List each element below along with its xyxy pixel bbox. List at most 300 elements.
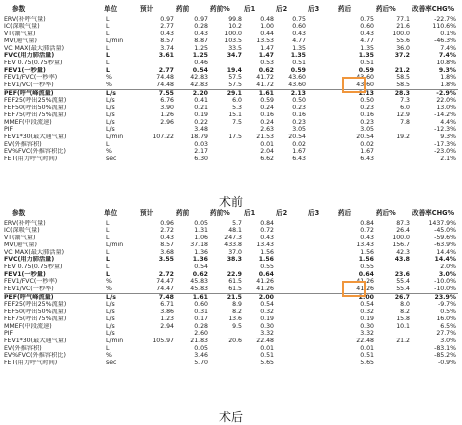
cell-pre-drug: 0.19 (194, 111, 208, 119)
cell-trial-1: 5.65 (260, 359, 274, 367)
cell-trial-3 (308, 242, 338, 249)
pre-op-caption: 术前 (218, 195, 243, 209)
cell-trial-3 (308, 45, 338, 52)
cell-predicted (140, 345, 176, 352)
cell-pre-drug: 3.46 (194, 352, 208, 359)
cell-trial-1: 2.04 (260, 148, 274, 155)
cell-trial-2: 4.77 (292, 37, 306, 45)
cell-trial-3 (308, 52, 338, 59)
table-row (4, 126, 458, 133)
table-row (4, 220, 458, 227)
cell-pre-drug: 0.05 (194, 220, 208, 227)
cell-unit: sec (106, 155, 117, 163)
cell-predicted: 2.77 (158, 67, 174, 74)
cell-trial-1: 13.53 (256, 37, 274, 45)
cell-trial-2 (276, 286, 308, 294)
cell-change-pct: -10.0% (434, 278, 456, 285)
cell-pre-drug: 1.25 (194, 45, 208, 52)
cell-pre-drug: 0.17 (194, 315, 208, 323)
cell-post-drug: 13.43 (356, 241, 374, 249)
cell-post-drug: 1.35 (360, 45, 374, 52)
cell-pre-drug-pct: 57.5 (228, 81, 242, 89)
cell-param: FET(用力呼气时间) (4, 155, 58, 163)
cell-post-drug: 2.00 (338, 293, 376, 301)
cell-pre-drug-pct (210, 264, 244, 271)
cell-post-drug-pct (376, 148, 412, 155)
cell-trial-1: 0.51 (260, 352, 274, 359)
cell-predicted: 107.22 (152, 133, 174, 141)
cell-change-pct: -23.0% (434, 148, 456, 155)
cell-trial-2 (276, 271, 308, 278)
cell-pre-drug-pct: 103.5 (224, 37, 242, 45)
cell-param: FEF75(呼出75%流量) (4, 111, 67, 119)
cell-trial-3 (308, 309, 338, 316)
cell-param: EV%FVC(外推容积比) (4, 352, 66, 359)
cell-trial-2 (276, 345, 308, 352)
cell-unit: % (106, 148, 112, 155)
cell-trial-3 (308, 112, 338, 119)
cell-pre-drug: 8.87 (194, 37, 208, 45)
cell-trial-3 (308, 141, 338, 148)
cell-param: EV%FVC(外推容积比) (4, 148, 66, 155)
cell-trial-3 (308, 148, 338, 155)
cell-pre-drug-pct: 247.3 (224, 234, 242, 242)
cell-trial-1: 2.63 (260, 126, 274, 133)
cell-trial-2: 1.35 (292, 45, 306, 52)
cell-change-pct: -2.9% (412, 89, 458, 97)
header-post-drug-pct: 药后% (376, 208, 396, 217)
table-row (4, 67, 458, 74)
cell-trial-3 (308, 38, 338, 45)
cell-trial-1: 41.72 (256, 74, 274, 81)
cell-trial-3 (308, 293, 338, 301)
cell-trial-2: 0.43 (292, 30, 306, 38)
cell-post-drug: 0.51 (360, 59, 374, 67)
cell-change-pct: 9.3% (440, 133, 456, 141)
cell-pre-drug: 0.46 (194, 59, 208, 67)
cell-post-drug: 0.43 (360, 234, 374, 242)
cell-param: VT(潮气量) (4, 30, 36, 38)
cell-param: VT(潮气量) (4, 234, 36, 242)
cell-pre-drug: 0.03 (194, 141, 208, 148)
cell-trial-3 (308, 352, 338, 359)
cell-change-pct: 7.4% (438, 52, 456, 60)
cell-post-drug: 1.56 (358, 256, 374, 264)
cell-trial-3 (308, 134, 338, 141)
cell-param: FEF50(呼出50%流量) (4, 104, 67, 112)
cell-unit: % (106, 74, 112, 81)
cell-post-drug-pct: 6.0 (400, 104, 410, 112)
cell-unit: % (106, 81, 112, 89)
cell-trial-3 (308, 220, 338, 227)
cell-trial-1: 0.48 (260, 16, 274, 23)
cell-post-drug: 0.23 (360, 104, 374, 112)
header-pre-drug-pct: 药前% (210, 208, 230, 217)
header-predicted: 预计 (140, 4, 154, 13)
cell-param: FEV1/FVC(一秒率) (4, 74, 58, 81)
cell-post-drug-pct: 77.1 (396, 16, 410, 23)
table-row (4, 38, 458, 45)
cell-trial-1: 0.54 (260, 301, 274, 308)
cell-unit: L (106, 220, 110, 227)
cell-pre-drug-pct: 33.5 (228, 45, 242, 52)
cell-trial-2 (276, 330, 308, 337)
cell-predicted (140, 352, 176, 359)
cell-trial-1: 41.26 (256, 285, 274, 293)
header-trial-2: 后2 (276, 208, 288, 217)
cell-predicted: 2.72 (158, 271, 174, 278)
cell-pre-drug: 5.70 (194, 359, 208, 367)
cell-pre-drug-pct: 6.0 (232, 97, 242, 104)
cell-trial-3 (308, 227, 338, 234)
cell-post-drug-pct (376, 352, 412, 359)
cell-post-drug: 0.23 (360, 119, 374, 126)
cell-unit: L (106, 45, 110, 52)
cell-change-pct: -63.9% (434, 241, 456, 249)
cell-pre-drug: 0.97 (194, 16, 208, 23)
cell-change-pct: -46.3% (434, 37, 456, 45)
cell-trial-1: 0.01 (260, 141, 274, 148)
table-row (4, 301, 458, 308)
cell-unit: L (106, 30, 110, 38)
cell-change-pct: -0.9% (438, 359, 456, 367)
cell-predicted: 3.86 (160, 308, 174, 316)
cell-change-pct: 2.1% (440, 155, 456, 163)
cell-post-drug-pct: 36.0 (396, 45, 410, 52)
cell-post-drug: 0.84 (360, 220, 374, 227)
cell-trial-1: 0.84 (260, 220, 274, 227)
cell-pre-drug-pct: 99.8 (228, 16, 242, 23)
cell-unit: L (106, 263, 110, 271)
cell-trial-2 (276, 323, 308, 330)
cell-param: FEV1/VC(一秒率) (4, 81, 54, 89)
table-row (4, 148, 458, 155)
header-pre-drug: 药前 (176, 4, 190, 13)
cell-post-drug-pct (376, 345, 412, 352)
cell-trial-2: 0.60 (292, 23, 306, 30)
cell-pre-drug: 18.79 (190, 133, 208, 141)
cell-param: PIF (4, 126, 14, 133)
cell-param: FET(用力呼气时间) (4, 359, 58, 367)
cell-post-drug-pct: 156.7 (392, 241, 410, 249)
cell-trial-1: 1.00 (260, 23, 274, 30)
cell-pre-drug-pct: 10.2 (228, 23, 242, 30)
cell-pre-drug-pct: 8.2 (232, 308, 242, 316)
cell-unit: L (106, 23, 110, 30)
cell-trial-3 (308, 31, 338, 38)
cell-change-pct: 27.7% (436, 330, 456, 337)
cell-unit: L (106, 141, 110, 148)
cell-trial-1: 0.44 (260, 30, 274, 38)
cell-pre-drug-pct: 34.7 (226, 52, 242, 60)
cell-trial-2: 1.35 (290, 52, 306, 60)
cell-pre-drug-pct: 61.5 (228, 285, 242, 293)
cell-unit: L/min (106, 37, 124, 45)
cell-post-drug-pct: 43.8 (394, 256, 410, 264)
cell-predicted: 0.96 (160, 220, 174, 227)
cell-trial-1: 0.55 (260, 263, 274, 271)
cell-param: PIF (4, 330, 14, 337)
cell-pre-drug: 0.31 (194, 308, 208, 316)
cell-change-pct: 4.4% (440, 119, 456, 126)
cell-post-drug: 0.54 (360, 301, 374, 308)
cell-trial-3 (308, 82, 338, 90)
cell-pre-drug: 42.83 (190, 74, 208, 81)
cell-pre-drug: 0.62 (192, 271, 208, 278)
cell-unit: L/s (106, 301, 115, 308)
fev1-highlight-box-post (342, 281, 366, 297)
cell-predicted: 74.48 (156, 74, 174, 81)
cell-trial-2 (276, 235, 308, 242)
cell-unit: L (106, 16, 110, 23)
cell-change-pct: 7.4% (440, 45, 456, 52)
cell-param: FEV1*30(最大通气量) (4, 133, 67, 141)
cell-trial-3 (308, 323, 338, 330)
table-row (4, 271, 458, 278)
cell-post-drug: 0.02 (360, 141, 374, 148)
cell-change-pct: 22.0% (436, 97, 456, 104)
cell-param: FEF75(呼出75%流量) (4, 315, 67, 323)
cell-trial-3 (308, 316, 338, 323)
cell-trial-1: 1.61 (244, 89, 276, 97)
cell-pre-drug-pct (210, 330, 244, 337)
cell-post-drug: 2.13 (338, 89, 376, 97)
table-row (4, 352, 458, 359)
cell-pre-drug: 0.22 (194, 119, 208, 126)
cell-param: FVC(用力肺活量) (4, 52, 55, 60)
cell-trial-2 (276, 264, 308, 271)
post-op-spirometry-table (4, 206, 458, 367)
cell-change-pct: 2.0% (440, 263, 456, 271)
cell-pre-drug: 1.06 (194, 234, 208, 242)
cell-trial-1: 0.62 (258, 67, 274, 74)
cell-post-drug-pct: 8.2 (400, 308, 410, 316)
cell-post-drug: 0.19 (360, 315, 374, 323)
cell-param: MMEF(中段流速) (4, 119, 52, 126)
cell-post-drug-pct (376, 156, 412, 163)
cell-predicted (140, 330, 176, 337)
cell-trial-1: 0.43 (260, 234, 274, 242)
cell-trial-3 (308, 23, 338, 30)
cell-param: MV(通气量) (4, 241, 37, 249)
cell-unit: L/s (106, 315, 115, 323)
header-param: 参数 (12, 208, 26, 217)
cell-pre-drug: 37.18 (190, 241, 208, 249)
cell-predicted: 3.55 (158, 256, 174, 264)
cell-predicted: 74.48 (156, 81, 174, 89)
cell-pre-drug: 0.41 (194, 97, 208, 104)
cell-post-drug-pct: 26.7 (376, 293, 412, 301)
cell-trial-1: 0.53 (260, 59, 274, 67)
cell-trial-2 (276, 220, 308, 227)
cell-pre-drug-pct (210, 60, 244, 67)
table-row (4, 256, 458, 263)
cell-pre-drug: 45.83 (190, 285, 208, 293)
cell-unit: L/min (106, 241, 124, 249)
cell-post-drug: 41.26 (356, 278, 374, 285)
table-header-row (4, 206, 458, 220)
cell-post-drug: 0.64 (358, 271, 374, 278)
table-row (4, 345, 458, 352)
cell-trial-2: 6.43 (292, 155, 306, 163)
cell-pre-drug-pct (210, 126, 244, 133)
cell-post-drug: 43.60 (356, 74, 374, 81)
cell-trial-3 (308, 67, 338, 74)
cell-post-drug: 1.35 (358, 52, 374, 60)
cell-post-drug-pct: 55.4 (396, 278, 410, 285)
cell-change-pct: 3.0% (440, 337, 456, 345)
cell-trial-1: 0.16 (260, 111, 274, 119)
pre-op-spirometry-table (4, 2, 458, 163)
cell-pre-drug: 0.21 (194, 104, 208, 112)
cell-post-drug-pct: 42.3 (396, 249, 410, 256)
cell-unit: L (106, 234, 110, 242)
cell-post-drug: 0.60 (360, 23, 374, 30)
table-row (4, 119, 458, 126)
cell-trial-2: 0.59 (290, 67, 306, 74)
cell-post-drug-pct: 8.0 (400, 301, 410, 308)
cell-trial-3 (308, 156, 338, 163)
cell-change-pct: 14.4% (436, 249, 456, 256)
table-row (4, 309, 458, 316)
cell-pre-drug: 1.61 (176, 293, 210, 301)
cell-pre-drug-pct (210, 148, 244, 155)
cell-param: FEV1/VC(一秒率) (4, 285, 54, 293)
cell-unit: L/s (106, 111, 115, 119)
cell-pre-drug-pct: 433.8 (224, 241, 242, 249)
cell-change-pct: 0.1% (440, 30, 456, 38)
cell-change-pct: -14.2% (434, 111, 456, 119)
cell-pre-drug-pct: 7.5 (232, 119, 242, 126)
cell-trial-3 (308, 16, 338, 23)
cell-param: FEF25(呼出25%流量) (4, 97, 67, 104)
cell-post-drug-pct (376, 141, 412, 148)
cell-pre-drug: 2.20 (176, 89, 210, 97)
cell-post-drug: 0.50 (360, 97, 374, 104)
cell-trial-1: 13.43 (256, 241, 274, 249)
cell-predicted: 3.68 (160, 249, 174, 256)
cell-param: FEV1(一秒量) (4, 67, 46, 74)
cell-change-pct: 0.5% (440, 308, 456, 316)
cell-unit: L/s (104, 89, 140, 97)
cell-change-pct: 9.3% (438, 67, 456, 74)
cell-post-drug: 0.59 (358, 67, 374, 74)
cell-pre-drug: 6.30 (194, 155, 208, 163)
post-op-table-panel (4, 206, 458, 367)
table-row (4, 23, 458, 30)
pre-op-table-panel (4, 2, 458, 163)
cell-pre-drug: 42.83 (190, 81, 208, 89)
table-row (4, 235, 458, 242)
cell-pre-drug-pct: 61.5 (228, 278, 242, 285)
header-pre-drug-pct: 药前% (210, 4, 230, 13)
cell-unit: % (106, 278, 112, 285)
cell-param: EV(外推容积) (4, 141, 42, 148)
cell-pre-drug-pct (210, 345, 244, 352)
cell-param: FEV 0.75(0.75秒量) (4, 263, 63, 271)
cell-predicted: 2.96 (160, 119, 174, 126)
cell-pre-drug-pct: 100.0 (224, 30, 242, 38)
header-change-pct: 改善率CHG% (412, 4, 455, 13)
cell-trial-2: 0.23 (292, 104, 306, 112)
cell-post-drug-pct: 21.2 (396, 337, 410, 345)
cell-unit: L (106, 271, 110, 278)
cell-trial-2 (276, 227, 308, 234)
cell-unit: % (106, 285, 112, 293)
cell-pre-drug-pct: 20.6 (228, 337, 242, 345)
cell-change-pct: -85.2% (434, 352, 456, 359)
cell-change-pct: 1437.9% (428, 220, 456, 227)
cell-post-drug-pct: 55.6 (396, 37, 410, 45)
cell-post-drug: 0.51 (360, 352, 374, 359)
cell-post-drug-pct: 28.3 (376, 89, 412, 97)
cell-trial-3 (308, 360, 338, 367)
header-trial-1: 后1 (244, 4, 256, 13)
cell-trial-1: 41.72 (256, 81, 274, 89)
cell-trial-3 (308, 119, 338, 126)
cell-pre-drug-pct: 5.7 (232, 220, 242, 227)
cell-pre-drug-pct: 29.1 (210, 89, 244, 97)
table-row (4, 293, 458, 301)
table-row (4, 156, 458, 163)
cell-change-pct: -12.3% (434, 126, 456, 133)
cell-predicted: 2.77 (160, 23, 174, 30)
cell-unit: sec (106, 359, 117, 367)
table-row (4, 360, 458, 367)
cell-post-drug-pct (376, 264, 412, 271)
cell-post-drug-pct: 87.3 (396, 220, 410, 227)
header-post-drug: 药后 (338, 208, 352, 217)
table-row (4, 141, 458, 148)
cell-trial-2 (276, 316, 308, 323)
table-row (4, 249, 458, 256)
cell-param: ERV(补呼气量) (4, 16, 46, 23)
cell-predicted: 1.26 (160, 111, 174, 119)
cell-unit: L/min (106, 337, 124, 345)
cell-post-drug-pct: 21.2 (394, 67, 410, 74)
cell-trial-3 (308, 249, 338, 256)
header-predicted: 预计 (140, 208, 154, 217)
cell-unit: L (106, 256, 110, 264)
cell-pre-drug: 0.43 (194, 30, 208, 38)
cell-post-drug: 1.67 (360, 148, 374, 155)
cell-trial-2: 43.60 (288, 74, 306, 81)
cell-trial-1: 2.00 (244, 293, 276, 301)
header-post-drug: 药后 (338, 4, 352, 13)
cell-trial-3 (308, 345, 338, 352)
cell-param: IC(深吸气量) (4, 227, 40, 234)
cell-post-drug: 43.60 (356, 81, 374, 89)
cell-trial-1: 3.32 (260, 330, 274, 337)
cell-pre-drug: 45.83 (190, 278, 208, 285)
cell-trial-3 (308, 74, 338, 81)
cell-predicted: 6.71 (160, 301, 174, 308)
cell-param: EV(外推容积) (4, 345, 42, 352)
cell-post-drug-pct: 100.0 (392, 30, 410, 38)
cell-predicted: 3.90 (160, 104, 174, 112)
cell-pre-drug: 0.05 (194, 345, 208, 352)
cell-predicted: 3.74 (160, 45, 174, 52)
cell-post-drug-pct: 15.8 (396, 315, 410, 323)
cell-predicted (140, 141, 176, 148)
cell-pre-drug-pct: 22.9 (226, 271, 242, 278)
cell-post-drug: 6.43 (360, 155, 374, 163)
cell-pre-drug: 0.54 (194, 263, 208, 271)
cell-trial-2 (276, 360, 308, 367)
cell-post-drug: 1.56 (360, 249, 374, 256)
cell-predicted: 7.55 (140, 89, 176, 97)
cell-pre-drug: 2.17 (194, 148, 208, 155)
